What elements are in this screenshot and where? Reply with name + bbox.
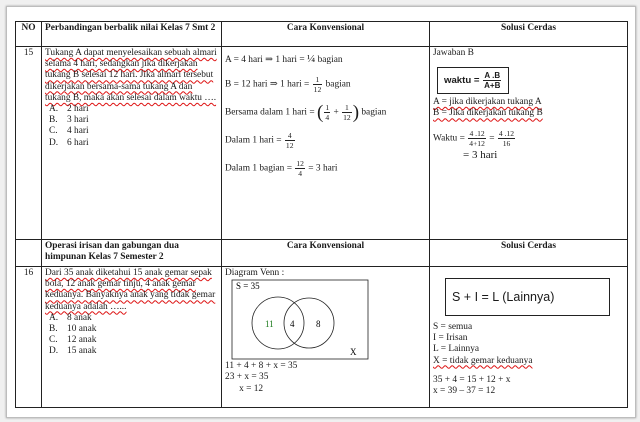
def-b: B = Jika dikerjakan tukang B bbox=[433, 108, 543, 119]
def-l: L = Lainnya bbox=[433, 344, 480, 355]
question-text-2: Dari 35 anak diketahui 15 anak gemar sepak bola, 12 anak gemar tinju, 4 anak gemar keduanya. Banyaknya anak yang tidak gemar keduanya adalah …... bbox=[45, 268, 216, 312]
venn-right-value: 8 bbox=[316, 319, 321, 330]
document-page bbox=[6, 6, 636, 418]
question-number-2: 16 bbox=[16, 267, 42, 408]
question-row-16 bbox=[16, 267, 628, 408]
question-cell bbox=[42, 47, 222, 240]
formula-box-2: S + I = L (Lainnya) bbox=[445, 278, 610, 316]
calc-2: x = 39 – 37 = 12 bbox=[433, 386, 496, 397]
question-cell-2 bbox=[42, 267, 222, 408]
solusi-cell-2 bbox=[430, 267, 628, 408]
def-a: A = jika dikerjakan tukang A bbox=[433, 97, 542, 108]
def-i: I = Irisan bbox=[433, 333, 468, 344]
konvensional-cell-2 bbox=[222, 267, 430, 408]
option-a: A. 2 hari bbox=[49, 104, 89, 115]
def-s: S = semua bbox=[433, 322, 473, 332]
konv2-line-2: 23 + x = 35 bbox=[225, 372, 269, 383]
solusi-cell bbox=[430, 47, 628, 240]
venn-left-value: 11 bbox=[265, 319, 274, 330]
def-x: X = tidak gemar keduanya bbox=[433, 355, 533, 366]
option-d: D. 15 anak bbox=[49, 346, 97, 357]
venn-s-label: S = 35 bbox=[236, 281, 260, 292]
konv-line-d: Dalam 1 hari = $\frac{4}{12}$ bbox=[225, 131, 294, 151]
venn-diagram bbox=[231, 279, 371, 361]
header-row-1 bbox=[16, 22, 628, 47]
konv-line-b: B = 12 hari ⇒ 1 hari = $\frac{1}{12}$ bagian bbox=[225, 75, 351, 95]
header-no-2 bbox=[16, 240, 42, 267]
venn-title: Diagram Venn : bbox=[225, 268, 285, 278]
topic-title-2: Operasi irisan dan gabungan dua himpunan Kelas 7 Semester 2 bbox=[42, 240, 222, 267]
konv-line-e: Dalam 1 bagian = $\frac{12}{4}$ = 3 hari bbox=[225, 159, 338, 179]
question-number: 15 bbox=[16, 47, 42, 240]
solution-table bbox=[15, 21, 628, 408]
option-d: D. 6 hari bbox=[49, 137, 89, 148]
konv-line-a: A = 4 hari ⇒ 1 hari = ¼ bagian bbox=[225, 53, 343, 65]
calc-1: 35 + 4 = 15 + 12 + x bbox=[433, 374, 511, 385]
header-solusi-2: Solusi Cerdas bbox=[430, 240, 628, 267]
konv2-line-1: 11 + 4 + 8 + x = 35 bbox=[225, 361, 298, 372]
venn-x-label: X bbox=[350, 347, 357, 358]
waktu-result: = 3 hari bbox=[463, 148, 498, 161]
konvensional-cell bbox=[222, 47, 430, 240]
waktu-line: Waktu = $\frac{4 .12}{4+12}$ = $\frac{4 .12}{16}$ bbox=[433, 128, 515, 148]
header-row-2 bbox=[16, 240, 628, 267]
option-c: C. 12 anak bbox=[49, 335, 97, 346]
topic-title-1: Perbandingan berbalik nilai Kelas 7 Smt 2 bbox=[42, 22, 222, 47]
header-solusi-1: Solusi Cerdas bbox=[430, 22, 628, 47]
option-b: B. 10 anak bbox=[49, 324, 97, 335]
option-list-2 bbox=[45, 313, 218, 358]
header-cara-2: Cara Konvensional bbox=[222, 240, 430, 267]
header-cara-1: Cara Konvensional bbox=[222, 22, 430, 47]
konv-line-c: Bersama dalam 1 hari = ( $\frac{1}{4}$ + $\frac{1}{12}$ ) bagian bbox=[225, 102, 387, 124]
header-no: NO bbox=[16, 22, 42, 47]
option-c: C. 4 hari bbox=[49, 126, 89, 137]
option-list bbox=[45, 104, 218, 149]
venn-mid-value: 4 bbox=[290, 319, 295, 330]
konv2-line-3: x = 12 bbox=[225, 383, 264, 394]
option-a: A. 8 anak bbox=[49, 312, 92, 323]
formula-box: waktu = $\frac{A .B}{A+B}$ bbox=[437, 67, 509, 94]
jawaban: Jawaban B bbox=[433, 48, 474, 58]
option-b: B. 3 hari bbox=[49, 115, 89, 126]
question-row-15 bbox=[16, 47, 628, 240]
question-text: Tukang A dapat menyelesaikan sebuah almari selama 4 hari, sedangkan jika dikerjakan tukang B selesai 12 hari. Jika almari tersebut dikerjakan bersama-sama tukang A dan tukang B, maka akan selesai dalam waktu …. bbox=[45, 48, 217, 103]
